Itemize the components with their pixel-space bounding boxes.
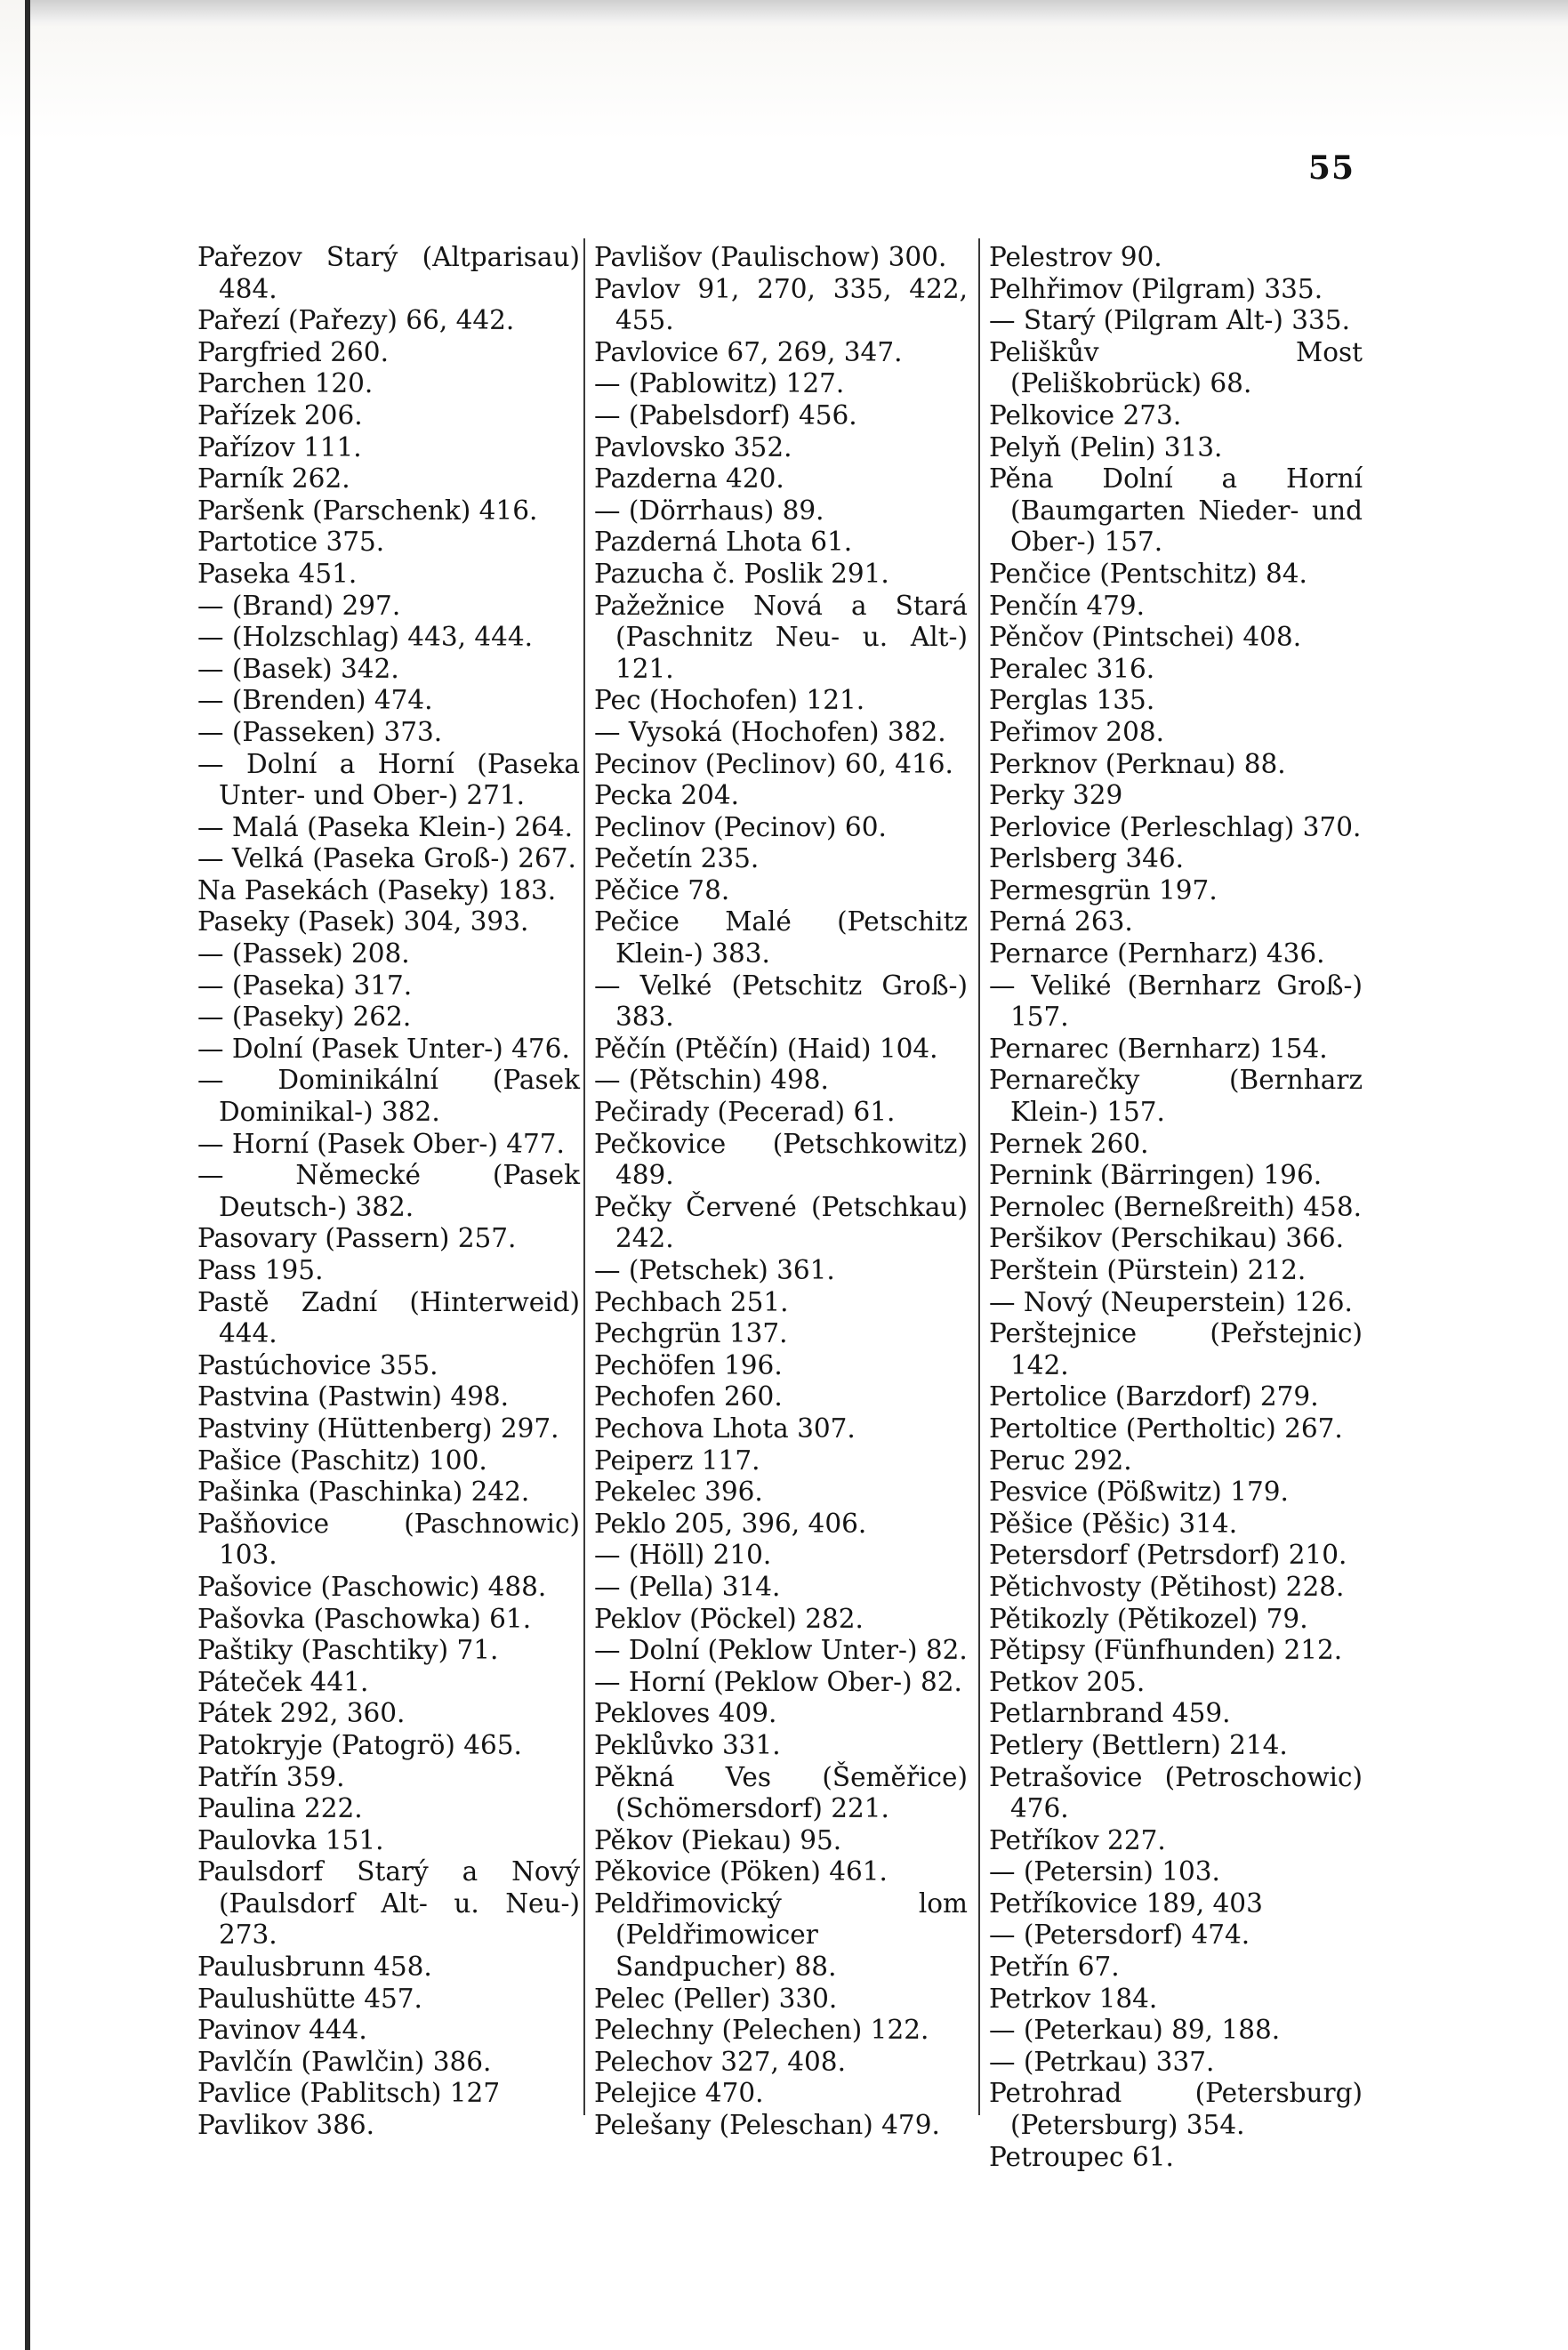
index-entry: Pátek 292, 360.	[197, 1698, 406, 1729]
index-entry: — (Brenden) 474.	[197, 685, 433, 716]
index-column-1	[197, 242, 580, 2141]
index-entry: Pecka 204.	[594, 780, 740, 811]
index-entry: Pečetín 235.	[594, 843, 760, 874]
index-entry: Pašice (Paschitz) 100.	[197, 1445, 487, 1476]
index-entry: Paštiky (Paschtiky) 71.	[197, 1635, 499, 1666]
index-entry: Pažežnice Nová a Stará (Paschnitz Neu- u. Alt-) 121.	[594, 590, 968, 684]
index-entry: Peralec 316.	[989, 653, 1155, 684]
index-entry: Perná 263.	[989, 906, 1133, 938]
index-entry: Petkov 205.	[989, 1666, 1146, 1697]
index-entry: Petrkov 184.	[989, 1983, 1158, 2014]
column-divider-1	[583, 238, 585, 2115]
index-entry: Pechova Lhota 307.	[594, 1412, 856, 1444]
index-entry: Peršikov (Perschikau) 366.	[989, 1223, 1345, 1254]
index-entry: — (Pabelsdorf) 456.	[594, 399, 857, 431]
index-entry: — Dolní a Horní (Paseka Unter- und Ober-) 271.	[197, 748, 580, 811]
index-entry: — (Brand) 297.	[197, 590, 401, 621]
index-entry: Petříkovice 189, 403	[989, 1887, 1263, 1919]
index-entry: — (Petrkau) 337.	[989, 2046, 1215, 2077]
index-entry: Pernink (Bärringen) 196.	[989, 1160, 1323, 1191]
index-entry: Peruc 292.	[989, 1445, 1132, 1476]
index-entry: Pazderna 420.	[594, 463, 784, 495]
index-entry: Pěčice 78.	[594, 874, 730, 905]
index-entry: Pelechny (Pelechen) 122.	[594, 2015, 929, 2046]
index-entry: — Horní (Pasek Ober-) 477.	[197, 1128, 565, 1159]
index-entry: Perlovice (Perleschlag) 370.	[989, 811, 1362, 842]
index-entry: Pernarečky (Bernharz Klein-) 157.	[989, 1065, 1363, 1128]
index-column-3	[989, 242, 1363, 2172]
index-entry: — (Holzschlag) 443, 444.	[197, 622, 534, 653]
index-entry: Petrohrad (Petersburg) (Petersburg) 354.	[989, 2078, 1363, 2141]
index-entry: — (Pablowitz) 127.	[594, 368, 845, 399]
index-entry: — (Peterkau) 89, 188.	[989, 2015, 1281, 2046]
index-entry: Peldřimovický lom (Peldřimowicer Sandpucher) 88.	[594, 1887, 968, 1983]
index-entry: Pečkovice (Petschkowitz) 489.	[594, 1128, 968, 1191]
index-entry: — (Paseka) 317.	[197, 970, 413, 1001]
index-entry: Pašovka (Paschowka) 61.	[197, 1603, 532, 1634]
index-entry: Pavlov 91, 270, 335, 422, 455.	[594, 273, 968, 336]
index-entry: Paseky (Pasek) 304, 393.	[197, 906, 529, 938]
index-entry: Pasovary (Passern) 257.	[197, 1223, 517, 1254]
index-entry: Pečirady (Pecerad) 61.	[594, 1097, 896, 1128]
index-entry: Peiperz 117.	[594, 1445, 760, 1476]
index-entry: Pečky Červené (Petschkau) 242.	[594, 1191, 968, 1254]
index-entry: Petřín 67.	[989, 1952, 1120, 1983]
index-entry: Pětikozly (Pětikozel) 79.	[989, 1603, 1308, 1634]
index-entry: — (Passeken) 373.	[197, 716, 443, 747]
index-entry: Peklo 205, 396, 406.	[594, 1508, 867, 1539]
index-entry: Pelejice 470.	[594, 2078, 764, 2109]
column-divider-2	[978, 238, 980, 2115]
index-entry: Pěkov (Piekau) 95.	[594, 1824, 842, 1855]
index-entry: Patokryje (Patogrö) 465.	[197, 1729, 522, 1760]
index-entry: — Dominikální (Pasek Dominikal-) 382.	[197, 1065, 580, 1128]
index-entry: — Německé (Pasek Deutsch-) 382.	[197, 1160, 580, 1222]
index-entry: — (Dörrhaus) 89.	[594, 495, 824, 526]
page-number: 55	[1307, 149, 1355, 187]
index-entry: Petrašovice (Petroschowic) 476.	[989, 1761, 1363, 1824]
page-top-shadow	[25, 0, 1568, 27]
index-entry: Pelkovice 273.	[989, 399, 1182, 431]
index-entry: Pernarce (Pernharz) 436.	[989, 938, 1325, 970]
index-entry: Pastviny (Hüttenberg) 297.	[197, 1412, 559, 1444]
index-entry: Paulina 222.	[197, 1793, 363, 1824]
index-entry: Perglas 135.	[989, 685, 1155, 716]
index-entry: Pečice Malé (Petschitz Klein-) 383.	[594, 906, 968, 970]
index-entry: Perknov (Perknau) 88.	[989, 748, 1286, 779]
index-entry: Petroupec 61.	[989, 2141, 1174, 2172]
index-entry: Pastě Zadní (Hinterweid) 444.	[197, 1286, 580, 1349]
index-entry: Permesgrün 197.	[989, 874, 1218, 905]
page-left-edge	[25, 0, 30, 2350]
index-entry: — Vysoká (Hochofen) 382.	[594, 716, 946, 747]
index-entry: — (Pella) 314.	[594, 1571, 781, 1602]
index-entry: Pavlikov 386.	[197, 2110, 375, 2141]
index-entry: Pastúchovice 355.	[197, 1349, 438, 1380]
index-entry: Pertolice (Barzdorf) 279.	[989, 1381, 1319, 1412]
index-entry: Paulusbrunn 458.	[197, 1952, 432, 1983]
index-entry: Pěkovice (Pöken) 461.	[594, 1856, 888, 1887]
index-entry: — (Petschek) 361.	[594, 1255, 835, 1285]
index-entry: Pavlice (Pablitsch) 127	[197, 2078, 501, 2109]
index-entry: — Malá (Paseka Klein-) 264.	[197, 811, 574, 842]
index-entry: Peřimov 208.	[989, 716, 1164, 747]
index-entry: Perlsberg 346.	[989, 843, 1185, 874]
index-entry: — (Höll) 210.	[594, 1540, 772, 1571]
index-entry: Pec (Hochofen) 121.	[594, 685, 865, 716]
index-entry: Pěna Dolní a Horní (Baumgarten Nieder- und Ober-) 157.	[989, 463, 1363, 558]
index-entry: — Nový (Neuperstein) 126.	[989, 1286, 1353, 1317]
index-entry: — Dolní (Pasek Unter-) 476.	[197, 1033, 570, 1064]
index-entry: Penčice (Pentschitz) 84.	[989, 558, 1307, 589]
index-entry: Peklůvko 331.	[594, 1729, 781, 1760]
index-entry: Perštejnice (Peřstejnic) 142.	[989, 1318, 1363, 1380]
index-entry: Pařezov Starý (Altparisau) 484.	[197, 242, 580, 304]
index-entry: Pěšice (Pěšic) 314.	[989, 1508, 1238, 1539]
index-entry: — Veliké (Bernharz Groß-) 157.	[989, 970, 1363, 1033]
index-entry: Paseka 451.	[197, 558, 358, 589]
index-entry: Pelechov 327, 408.	[594, 2046, 846, 2077]
index-entry: Na Pasekách (Paseky) 183.	[197, 874, 557, 905]
index-entry: Pašňovice (Paschnowic) 103.	[197, 1508, 580, 1571]
index-entry: Pechgrün 137.	[594, 1318, 788, 1349]
index-entry: — (Paseky) 262.	[197, 1002, 412, 1033]
index-entry: Paulushütte 457.	[197, 1983, 422, 2014]
index-entry: Pecinov (Peclinov) 60, 416.	[594, 748, 953, 779]
index-entry: Pašinka (Paschinka) 242.	[197, 1477, 530, 1508]
index-entry: Pernarec (Bernharz) 154.	[989, 1033, 1328, 1064]
index-entry: Pelestrov 90.	[989, 242, 1162, 272]
index-entry: — (Basek) 342.	[197, 653, 399, 684]
index-entry: Pazderná Lhota 61.	[594, 527, 853, 558]
index-entry: Paulsdorf Starý a Nový (Paulsdorf Alt- u. Neu-) 273.	[197, 1856, 580, 1951]
index-entry: Pavlišov (Paulischow) 300.	[594, 242, 947, 272]
index-entry: Perštein (Pürstein) 212.	[989, 1255, 1307, 1285]
index-entry: Peliškův Most (Peliškobrück) 68.	[989, 336, 1363, 399]
index-entry: Pastvina (Pastwin) 498.	[197, 1381, 510, 1412]
index-entry: — Velká (Paseka Groß-) 267.	[197, 843, 576, 874]
index-entry: Pavlovice 67, 269, 347.	[594, 336, 903, 367]
index-entry: Pěčín (Ptěčín) (Haid) 104.	[594, 1033, 938, 1064]
index-entry: — (Petersin) 103.	[989, 1856, 1220, 1887]
index-entry: Peclinov (Pecinov) 60.	[594, 811, 887, 842]
index-entry: — Velké (Petschitz Groß-) 383.	[594, 970, 968, 1033]
index-entry: Pechöfen 196.	[594, 1349, 783, 1380]
index-entry: Pařízov 111.	[197, 431, 362, 463]
index-entry: Pelešany (Peleschan) 479.	[594, 2110, 940, 2141]
index-entry: Parník 262.	[197, 463, 350, 495]
index-entry: Pass 195.	[197, 1255, 324, 1285]
index-entry: Patřín 359.	[197, 1761, 345, 1792]
index-entry: Penčín 479.	[989, 590, 1145, 621]
index-entry: Pazucha č. Poslik 291.	[594, 558, 889, 589]
index-entry: Pechbach 251.	[594, 1286, 789, 1317]
index-entry: Pelec (Peller) 330.	[594, 1983, 838, 2014]
index-entry: Pavinov 444.	[197, 2015, 367, 2046]
index-entry: Pelyň (Pelin) 313.	[989, 431, 1223, 463]
index-entry: — (Pětschin) 498.	[594, 1065, 829, 1096]
index-entry: Paršenk (Parschenk) 416.	[197, 495, 538, 526]
index-entry: Pavlovsko 352.	[594, 431, 792, 463]
index-entry: — Horní (Peklow Ober-) 82.	[594, 1666, 962, 1697]
index-entry: Pertoltice (Pertholtic) 267.	[989, 1412, 1343, 1444]
index-entry: Pěnčov (Pintschei) 408.	[989, 622, 1302, 653]
index-entry: — (Passek) 208.	[197, 938, 410, 970]
index-entry: — (Petersdorf) 474.	[989, 1919, 1250, 1951]
index-entry: Pětipsy (Fünfhunden) 212.	[989, 1635, 1343, 1666]
index-column-2	[594, 242, 968, 2141]
index-entry: Partotice 375.	[197, 527, 385, 558]
index-entry: Petříkov 227.	[989, 1824, 1166, 1855]
index-entry: Peklov (Pöckel) 282.	[594, 1603, 864, 1634]
index-entry: Paulovka 151.	[197, 1824, 384, 1855]
index-entry: Pětichvosty (Pětihost) 228.	[989, 1571, 1345, 1602]
index-entry: Pesvice (Pößwitz) 179.	[989, 1477, 1289, 1508]
index-entry: Petersdorf (Petrsdorf) 210.	[989, 1540, 1347, 1571]
index-entry: — Starý (Pilgram Alt-) 335.	[989, 305, 1350, 336]
index-entry: Pařízek 206.	[197, 399, 363, 431]
index-entry: Parchen 120.	[197, 368, 374, 399]
index-entry: Pechofen 260.	[594, 1381, 783, 1412]
index-entry: Pařezí (Pařezy) 66, 442.	[197, 305, 515, 336]
index-entry: Pěkná Ves (Šeměřice) (Schömersdorf) 221.	[594, 1761, 968, 1824]
index-entry: Petlarnbrand 459.	[989, 1698, 1231, 1729]
index-entry: Pelhřimov (Pilgram) 335.	[989, 273, 1323, 304]
index-entry: Pašovice (Paschowic) 488.	[197, 1571, 547, 1602]
index-entry: Perky 329	[989, 780, 1123, 811]
index-entry: Pavlčín (Pawlčin) 386.	[197, 2046, 492, 2077]
index-entry: Pernek 260.	[989, 1128, 1149, 1159]
index-entry: Pekelec 396.	[594, 1477, 763, 1508]
index-entry: Pargfried 260.	[197, 336, 389, 367]
index-entry: Pernolec (Berneßreith) 458.	[989, 1191, 1362, 1222]
index-entry: Pekloves 409.	[594, 1698, 777, 1729]
index-entry: — Dolní (Peklow Unter-) 82.	[594, 1635, 968, 1666]
index-entry: Petlery (Bettlern) 214.	[989, 1729, 1288, 1760]
index-entry: Páteček 441.	[197, 1666, 369, 1697]
